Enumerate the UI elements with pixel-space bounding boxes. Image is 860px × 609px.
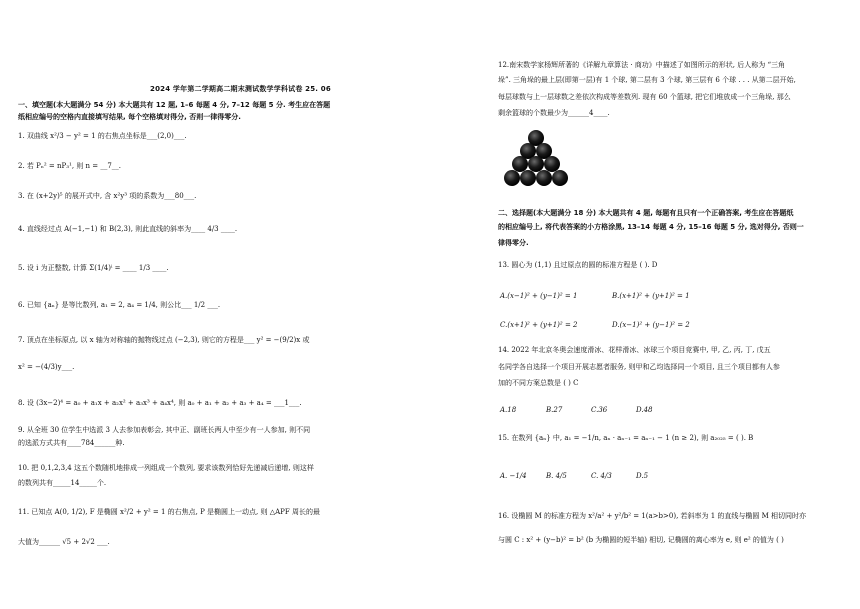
question-12-line1: 12.南宋数学家杨辉所著的《详解九章算法 · 商功》中描述了如图所示的形状, 后人称为 “三角	[498, 61, 786, 69]
question-13-option-b: B.(x+1)² + (y+1)² = 1	[612, 292, 690, 300]
question-13-option-d: D.(x−1)² + (y−1)² = 2	[612, 321, 690, 329]
question-13-option-a: A.(x−1)² + (y−1)² = 1	[500, 292, 578, 300]
question-16-line1: 16. 设椭圆 M 的标准方程为 x²/a² + y²/b² = 1(a>b>0), 若斜率为 1 的直线与椭圆 M 相切同时亦	[498, 512, 807, 520]
question-13-stem: 13. 圆心为 (1,1) 且过原点的圆的标准方程是 ( ). D	[498, 261, 658, 269]
question-10-line2: 的数列共有_____14_____个.	[18, 479, 107, 487]
question-7-line1: 7. 顶点在坐标原点, 以 x 轴为对称轴的抛物线过点 (−2,3), 则它的方程是___ y² = −(9/2)x 或	[18, 336, 310, 344]
question-15-stem: 15. 在数列 {aₙ} 中, a₁ = −1/n, aₙ · aₙ₋₁ = aₙ₋₁ − 1 (n ≥ 2), 则 a₂₀₂₅ = ( ). B	[498, 434, 754, 442]
triangle-pile-figure	[500, 128, 572, 190]
question-3: 3. 在 (x+2y)⁵ 的展开式中, 含 x²y³ 项的系数为___80___.	[18, 192, 197, 200]
question-9-line1: 9. 从全班 30 位学生中选派 3 人去参加表彰会, 其中正、副班长两人中至少有一人参加, 则不同	[18, 426, 311, 434]
question-4: 4. 直线经过点 A(−1,−1) 和 B(2,3), 则此直线的斜率为____ 4/3 ____.	[18, 225, 238, 233]
question-15-option-a: A. −1/4	[500, 472, 527, 480]
question-7-line2: x² = −(4/3)y___.	[18, 363, 75, 371]
question-14-line3: 加的不同方案总数是 ( ) C	[498, 379, 579, 387]
question-14-option-b: B.27	[546, 406, 563, 414]
ball-row-3	[512, 156, 560, 172]
question-14-line2: 名同学各自选择一个项目开展志愿者服务, 则甲和乙均选择同一个项目, 且三个项目都有人参	[498, 363, 780, 371]
question-10-line1: 10. 把 0,1,2,3,4 这五个数随机地排成一列组成一个数列, 要求该数列恰好先递减后递增, 则这样	[18, 464, 314, 472]
question-15-option-d: D.5	[636, 472, 649, 480]
question-5: 5. 设 i 为正整数, 计算 Σ(1/4)ⁱ = ____ 1/3 ____.	[18, 264, 169, 272]
section2-heading-line3: 律得零分.	[498, 239, 529, 247]
exam-title: 2024 学年第二学期高二期末测试数学学科试卷 25. 06	[150, 85, 331, 93]
question-14-option-c: C.36	[591, 406, 608, 414]
ball-row-4	[504, 170, 568, 186]
question-13-option-c: C.(x+1)² + (y+1)² = 2	[500, 321, 578, 329]
question-12-line3: 每层球数与上一层球数之差依次构成等差数列. 现有 60 个篮球, 把它们堆放成一个三角垛, 那么	[498, 93, 791, 101]
question-11-line2: 大值为______ √5 + 2√2 ___.	[18, 538, 110, 546]
section2-heading-line1: 二、选择题(本大题满分 18 分) 本大题共有 4 题, 每题有且只有一个正确答案, 考生应在答题纸	[498, 209, 794, 217]
section1-heading-line2: 纸相应编号的空格内直接填写结果, 每个空格填对得分, 否则一律得零分.	[18, 113, 241, 121]
section1-heading-line1: 一、填空题(本大题满分 54 分) 本大题共有 12 题, 1–6 每题 4 分, 7–12 每题 5 分. 考生应在答题	[18, 101, 331, 109]
question-16-line2: 与圆 C : x² + (y−b)² = b² (b 为椭圆的短半轴) 相切, 记椭圆的离心率为 e, 则 e² 的值为 ( )	[498, 536, 784, 544]
question-1: 1. 双曲线 x²/3 − y² = 1 的右焦点坐标是___(2,0)___.	[18, 132, 187, 140]
question-14-option-a: A.18	[500, 406, 517, 414]
question-8: 8. 设 (3x−2)⁴ = a₀ + a₁x + a₂x² + a₃x³ + a₄x⁴, 则 a₀ + a₁ + a₂ + a₃ + a₄ = ___1___.	[18, 399, 302, 407]
question-14-option-d: D.48	[636, 406, 653, 414]
question-15-option-b: B. 4/5	[546, 472, 567, 480]
question-2: 2. 若 Pₙ² = nP₃¹, 则 n = __7__.	[18, 162, 121, 170]
question-12-line2: 垛”. 三角垛的最上层(即第一层)有 1 个球, 第二层有 3 个球, 第三层有 6 个球 . . . 从第二层开始,	[498, 76, 796, 84]
question-15-option-c: C. 4/3	[591, 472, 612, 480]
question-11-line1: 11. 已知点 A(0, 1/2), F 是椭圆 x²/2 + y² = 1 的右焦点, P 是椭圆上一动点, 则 △APF 周长的最	[18, 508, 320, 516]
question-12-line4: 剩余篮球的个数最少为______4____.	[498, 109, 610, 117]
question-9-line2: 的选派方式共有____784______种.	[18, 439, 125, 447]
section2-heading-line2: 的相应编号上, 将代表答案的小方格涂黑, 13–14 每题 4 分, 15–16 每题 5 分, 选对得分, 否则一	[498, 223, 804, 231]
question-6: 6. 已知 {aₙ} 是等比数列, a₁ = 2, a₄ = 1/4, 则公比___ 1/2 ___.	[18, 301, 221, 309]
question-14-line1: 14. 2022 年北京冬奥会速度滑冰、花样滑冰、冰球三个项目竞赛中, 甲, 乙, 丙, 丁, 戊五	[498, 346, 771, 354]
